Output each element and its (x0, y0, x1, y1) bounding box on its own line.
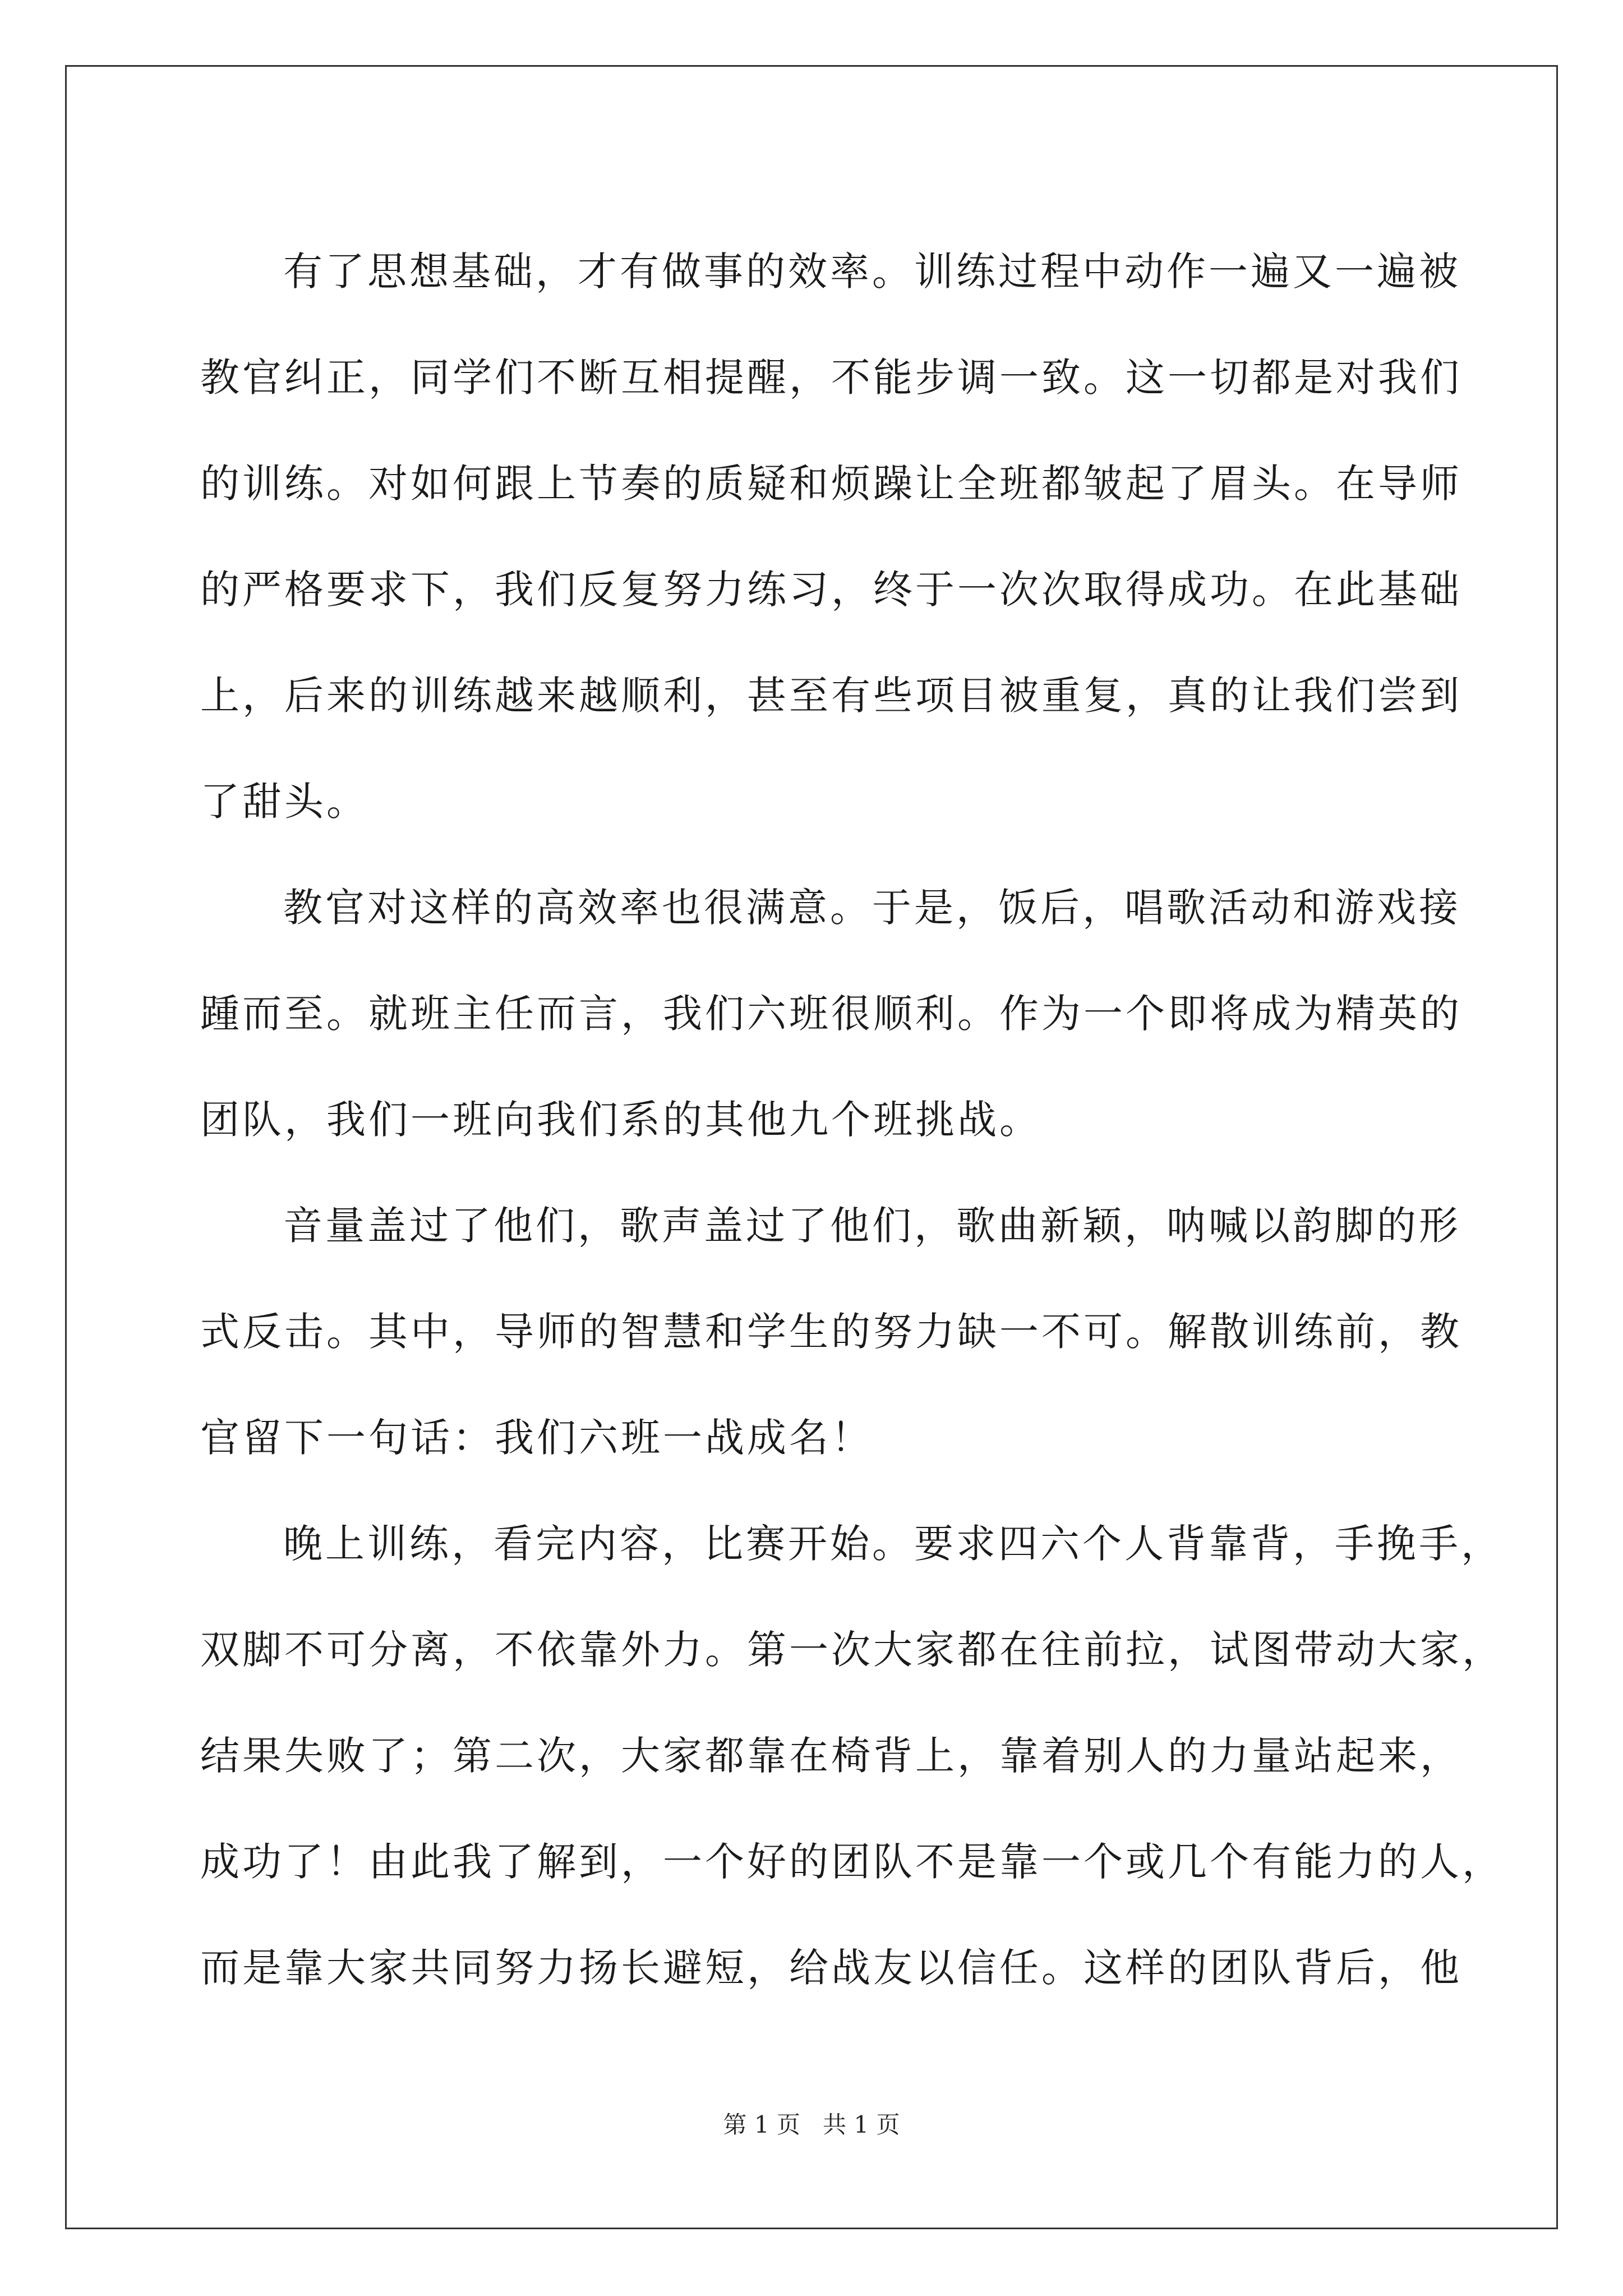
text-line: 踵而至。就班主任而言，我们六班很顺利。作为一个即将成为精英的 (200, 991, 1462, 1037)
text-line: 而是靠大家共同努力扬长避短，给战友以信任。这样的团队背后，他 (200, 1945, 1462, 1991)
text-line: 官留下一句话：我们六班一战成名！ (200, 1415, 873, 1461)
text-line: 的训练。对如何跟上节奏的质疑和烦躁让全班都皱起了眉头。在导师 (200, 461, 1462, 507)
text-line: 晚上训练，看完内容，比赛开始。要求四六个人背靠背，手挽手， (283, 1521, 1503, 1567)
text-line: 教官对这样的高效率也很满意。于是，饭后，唱歌活动和游戏接 (283, 885, 1461, 931)
document-body (200, 219, 1504, 2021)
text-line: 有了思想基础，才有做事的效率。训练过程中动作一遍又一遍被 (283, 249, 1461, 295)
text-line: 成功了！由此我了解到，一个好的团队不是靠一个或几个有能力的人， (200, 1839, 1504, 1885)
text-line: 式反击。其中，导师的智慧和学生的努力缺一不可。解散训练前，教 (200, 1309, 1462, 1355)
text-line: 团队，我们一班向我们系的其他九个班挑战。 (200, 1097, 1041, 1143)
page-footer: 第 1 页 共 1 页 (723, 2111, 900, 2138)
text-line: 音量盖过了他们，歌声盖过了他们，歌曲新颖，呐喊以韵脚的形 (283, 1203, 1461, 1249)
text-line: 了甜头。 (200, 779, 368, 825)
text-line: 双脚不可分离，不依靠外力。第一次大家都在往前拉，试图带动大家， (200, 1627, 1504, 1673)
text-line: 上，后来的训练越来越顺利，甚至有些项目被重复，真的让我们尝到 (200, 673, 1462, 719)
text-line: 的严格要求下，我们反复努力练习，终于一次次取得成功。在此基础 (200, 567, 1462, 613)
text-line: 结果失败了；第二次，大家都靠在椅背上，靠着别人的力量站起来， (200, 1733, 1462, 1779)
text-line: 教官纠正，同学们不断互相提醒，不能步调一致。这一切都是对我们 (200, 355, 1462, 401)
